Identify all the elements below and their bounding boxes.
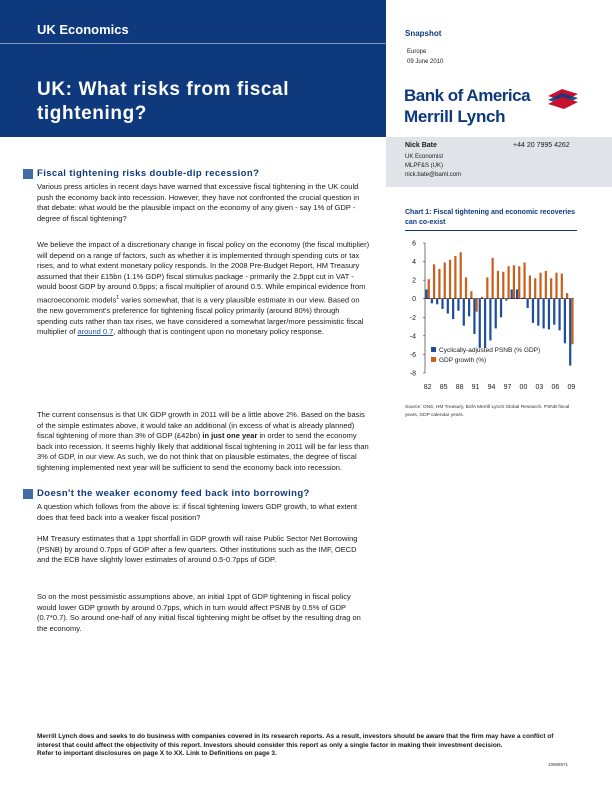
- section-title: Doesn't the weaker economy feed back into borrowing?: [37, 488, 310, 499]
- analyst-name: Nick Bate: [405, 142, 437, 149]
- section-label: UK Economics: [37, 22, 129, 37]
- psnb-bar: [452, 299, 454, 319]
- x-tick-label: 00: [519, 384, 528, 391]
- paragraph-text: The current consensus is that UK GDP growth in 2011 will be a little above 2%. Based on the basis of the simple estimates above, it would take an additional (in excess of what is already planned) fiscal tightening of more than 3% of GDP (£42bn): [37, 410, 365, 441]
- psnb-bar: [537, 299, 539, 326]
- gdp-bar: [571, 299, 573, 345]
- x-tick-label: 82: [423, 384, 432, 391]
- analyst-phone: +44 20 7995 4262: [513, 142, 570, 149]
- gdp-bar: [428, 279, 430, 299]
- gdp-bar: [476, 299, 478, 312]
- psnb-bar: [500, 299, 502, 318]
- gdp-bar: [502, 272, 504, 299]
- y-tick-label: -2: [409, 314, 416, 322]
- psnb-bar: [532, 299, 534, 323]
- psnb-bar: [527, 299, 529, 308]
- doc-region: Europe: [407, 49, 427, 55]
- psnb-bar: [484, 299, 486, 348]
- doc-type-label: Snapshot: [405, 29, 442, 38]
- x-tick-label: 85: [439, 384, 448, 391]
- chart-source: Source: ONS, HM Treasury, BofA Merrill Lynch Global Research. PSNB fiscal years, GDP calendar years.: [405, 405, 570, 418]
- psnb-bar: [553, 299, 555, 325]
- gdp-bar: [486, 277, 488, 298]
- gdp-bar: [444, 263, 446, 299]
- x-tick-label: 88: [455, 384, 464, 391]
- psnb-bar: [543, 299, 545, 329]
- gdp-bar: [465, 277, 467, 298]
- gdp-bar: [545, 271, 547, 299]
- chart-title-rule: [405, 230, 577, 231]
- bar-chart: [396, 232, 586, 400]
- paragraph: A question which follows from the above is: if fiscal tightening lowers GDP growth, to what extent does that feed back into a weaker fiscal position?: [37, 502, 358, 522]
- paragraph: [37, 410, 370, 474]
- paragraph: HM Treasury estimates that a 1ppt shortfall in GDP growth will raise Public Sector Net Borrowing (PSNB) by around 0.7pps of GDP after a few quarters. Other institutions such as the IMF, OECD and the ECB have slightly lower estimates of around 0.5-0.7pps of GDP.: [37, 534, 358, 565]
- psnb-bar: [548, 299, 550, 330]
- psnb-bar: [425, 289, 427, 298]
- legend-label: GDP growth (%): [439, 357, 487, 364]
- y-tick-label: -8: [409, 370, 416, 378]
- legend-swatch: [431, 347, 436, 352]
- psnb-bar: [473, 299, 475, 334]
- legend-swatch: [431, 357, 436, 362]
- y-tick-label: 6: [412, 240, 416, 248]
- section-marker-icon: [23, 169, 33, 179]
- bank-logo: [404, 86, 579, 132]
- psnb-bar: [511, 289, 513, 298]
- gdp-bar: [497, 271, 499, 299]
- paragraph: Various press articles in recent days have warned that excessive fiscal tightening in the UK could push the economy back into recession. However, they have not confronted the crucial question in that debate: what would be the plausible impact on the economy of any given - say 1% of GDP - degree of fiscal tightening?: [37, 182, 360, 223]
- disclaimer-text: Merrill Lynch does and seeks to do business with companies covered in its research reports. As a result, investors should be aware that the firm may have a conflict of interest that could affect the objectivity of this report. Investors should consider this report as only a single factor in making their investment decision.: [37, 733, 554, 749]
- x-tick-label: 06: [551, 384, 560, 391]
- gdp-bar: [433, 264, 435, 298]
- section-marker-icon: [23, 489, 33, 499]
- gdp-bar: [555, 273, 557, 299]
- gdp-bar: [529, 276, 531, 299]
- y-tick-label: 2: [412, 277, 416, 285]
- x-tick-label: 03: [535, 384, 544, 391]
- footnote-mark: 1: [116, 294, 119, 301]
- gdp-bar: [454, 256, 456, 299]
- logo-line-1: Bank of America: [404, 86, 531, 105]
- psnb-bar: [447, 299, 449, 314]
- y-tick-label: -6: [409, 351, 416, 359]
- flag-logo-icon: [546, 88, 580, 110]
- gdp-bar: [513, 265, 515, 298]
- x-tick-label: 97: [503, 384, 512, 391]
- psnb-bar: [495, 299, 497, 329]
- paragraph-text: varies somewhat, that is a very plausible estimate in our view. Based on the new government's preference for tightening fiscal policy primarily (around 80%) through spending cuts rather than tax rises, we have considered a somewhat larger/more pessimistic fiscal multiplier of: [37, 295, 364, 337]
- psnb-bar: [436, 299, 438, 305]
- gdp-bar: [550, 278, 552, 298]
- gdp-bar: [438, 269, 440, 299]
- legend-label: Cyclically-adjusted PSNB (% GDP): [439, 347, 541, 354]
- y-tick-label: -4: [409, 333, 416, 341]
- around-link[interactable]: around 0.7: [77, 327, 114, 337]
- gdp-bar: [492, 258, 494, 299]
- analyst-email[interactable]: nick.bate@baml.com: [405, 172, 462, 178]
- disclosure-reference[interactable]: Refer to important disclosures on page X to XX. Link to Definitions on page 3.: [37, 750, 277, 757]
- psnb-bar: [479, 299, 481, 348]
- psnb-bar: [468, 299, 470, 317]
- psnb-bar: [457, 299, 459, 311]
- gdp-bar: [518, 266, 520, 299]
- gdp-bar: [507, 266, 509, 299]
- logo-line-2: Merrill Lynch: [404, 107, 506, 126]
- doc-date: 09 June 2010: [407, 59, 444, 65]
- x-tick-label: 94: [487, 384, 496, 391]
- psnb-bar: [558, 299, 560, 331]
- analyst-role: UK Economist: [405, 154, 444, 160]
- gdp-bar: [449, 260, 451, 299]
- chart-title: Chart 1: Fiscal tightening and economic recoveries can co-exist: [405, 209, 575, 226]
- paragraph-text: We believe the impact of a discretionary change in fiscal policy on the economy (the fiscal multiplier) will depend on a range of factors, such as whether it is implemented through spending cuts or tax rises, and to what extent monetary policy responds. In the 2008 Pre-Budget Report, HM Treasury assumed that their £15bn (1.1% GDP) fiscal stimulus package - primarily the 2.5ppt cut in VAT - would boost GDP by around 0.5pps; a fiscal multiplier of around 0.5. While empirical evidence from macroeconomic models: [37, 240, 370, 305]
- document-code: 10995571: [548, 762, 569, 767]
- gdp-bar: [561, 274, 563, 299]
- gdp-bar: [539, 273, 541, 299]
- x-tick-label: 91: [471, 384, 480, 391]
- y-tick-label: 0: [412, 296, 416, 304]
- paragraph-text: in order to send the economy back into recession. It seems highly likely that additional fiscal tightening in 2011 will be far less than 3% of GDP, in our view. As such, we do not think that on plausible estimates, the degree of fiscal tightening implemented next year will be sufficient to send the economy back into recession.: [37, 431, 369, 472]
- section-title: Fiscal tightening risks double-dip recession?: [37, 168, 260, 179]
- paragraph: So on the most pessimistic assumptions above, an initial 1ppt of GDP tightening in fiscal policy would lower GDP growth by around 0.7pps, which in turn would affect PSNB by 0.5% of GDP (0.7*0.7). So around one-half of any initial fiscal tightening might be offset by the resulting drag on the economy.: [37, 592, 361, 633]
- psnb-bar: [441, 299, 443, 309]
- psnb-bar: [569, 299, 571, 366]
- gdp-bar: [523, 263, 525, 299]
- paragraph: [37, 240, 370, 338]
- emphasis-text: in just one year: [202, 431, 258, 441]
- psnb-bar: [489, 299, 491, 341]
- psnb-bar: [564, 299, 566, 344]
- psnb-bar: [463, 299, 465, 326]
- gdp-bar: [534, 278, 536, 298]
- gdp-bar: [460, 252, 462, 298]
- psnb-bar: [431, 299, 433, 304]
- paragraph-text: , although that is contingent upon no monetary policy response.: [113, 327, 324, 337]
- x-tick-label: 09: [567, 384, 576, 391]
- gdp-bar: [566, 293, 568, 299]
- page-title: UK: What risks from fiscal tightening?: [37, 79, 290, 124]
- gdp-bar: [470, 291, 472, 298]
- y-tick-label: 4: [412, 259, 416, 267]
- disclaimer: [37, 733, 577, 759]
- psnb-bar: [516, 289, 518, 298]
- header-divider: [0, 43, 386, 44]
- analyst-firm: MLPF&S (UK): [405, 163, 444, 169]
